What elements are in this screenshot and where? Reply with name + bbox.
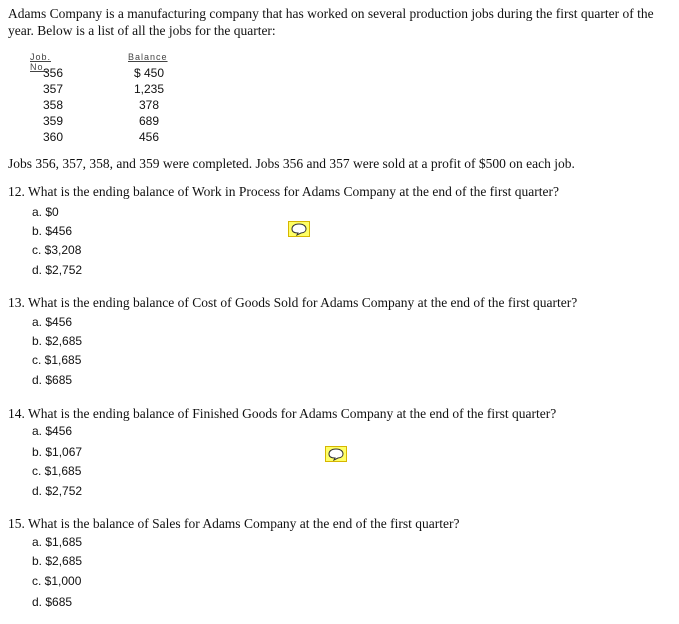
question-stem: 13. What is the ending balance of Cost of Goods Sold for Adams Company at the end of the first quarter? [8, 295, 578, 310]
question-stem: 12. What is the ending balance of Work in Process for Adams Company at the end of the first quarter? [8, 184, 560, 199]
answer-option[interactable]: b. $456 [32, 224, 73, 238]
job-balance: 1,235 [133, 82, 165, 96]
job-balance: 456 [138, 130, 160, 144]
comment-note-icon[interactable] [325, 446, 347, 462]
comment-note-icon[interactable] [288, 221, 310, 237]
question-stem: 14. What is the ending balance of Finished Goods for Adams Company at the end of the first quarter? [8, 406, 557, 421]
balance-header: Balance [128, 52, 168, 62]
job-number: 358 [42, 98, 64, 112]
job-number: 359 [42, 114, 64, 128]
answer-option[interactable]: c. $3,208 [32, 243, 82, 257]
job-number: 360 [42, 130, 64, 144]
job-balance: 689 [138, 114, 160, 128]
answer-option[interactable]: a. $0 [32, 205, 59, 219]
answer-option[interactable]: c. $1,685 [32, 353, 82, 367]
job-number-header: Job. No. [30, 52, 52, 72]
question-stem: 15. What is the balance of Sales for Adams Company at the end of the first quarter? [8, 516, 460, 531]
job-balance: $ 450 [133, 66, 165, 80]
completed-jobs-text: Jobs 356, 357, 358, and 359 were completed. Jobs 356 and 357 were sold at a profit of $500 on each job. [8, 156, 575, 171]
job-number: 357 [42, 82, 64, 96]
answer-option[interactable]: d. $685 [32, 595, 73, 609]
question-14 [8, 405, 668, 498]
answer-option[interactable]: c. $1,685 [32, 464, 82, 478]
answer-option[interactable]: d. $685 [32, 373, 73, 387]
answer-option[interactable]: b. $2,685 [32, 554, 83, 568]
answer-option[interactable]: b. $1,067 [32, 445, 83, 459]
answer-option[interactable]: a. $1,685 [32, 535, 83, 549]
answer-option[interactable]: b. $2,685 [32, 334, 83, 348]
job-number: 356 [42, 66, 64, 80]
answer-option[interactable]: c. $1,000 [32, 574, 82, 588]
answer-option[interactable]: d. $2,752 [32, 484, 83, 498]
job-balance: 378 [138, 98, 160, 112]
question-15 [8, 515, 668, 609]
answer-option[interactable]: a. $456 [32, 424, 73, 438]
intro-paragraph: Adams Company is a manufacturing company that has worked on several production jobs during the first quarter of the year. Below is a list of all the jobs for the quarter: [8, 6, 654, 38]
question-13 [8, 294, 668, 387]
question-12 [8, 183, 668, 277]
answer-option[interactable]: d. $2,752 [32, 263, 83, 277]
answer-option[interactable]: a. $456 [32, 315, 73, 329]
